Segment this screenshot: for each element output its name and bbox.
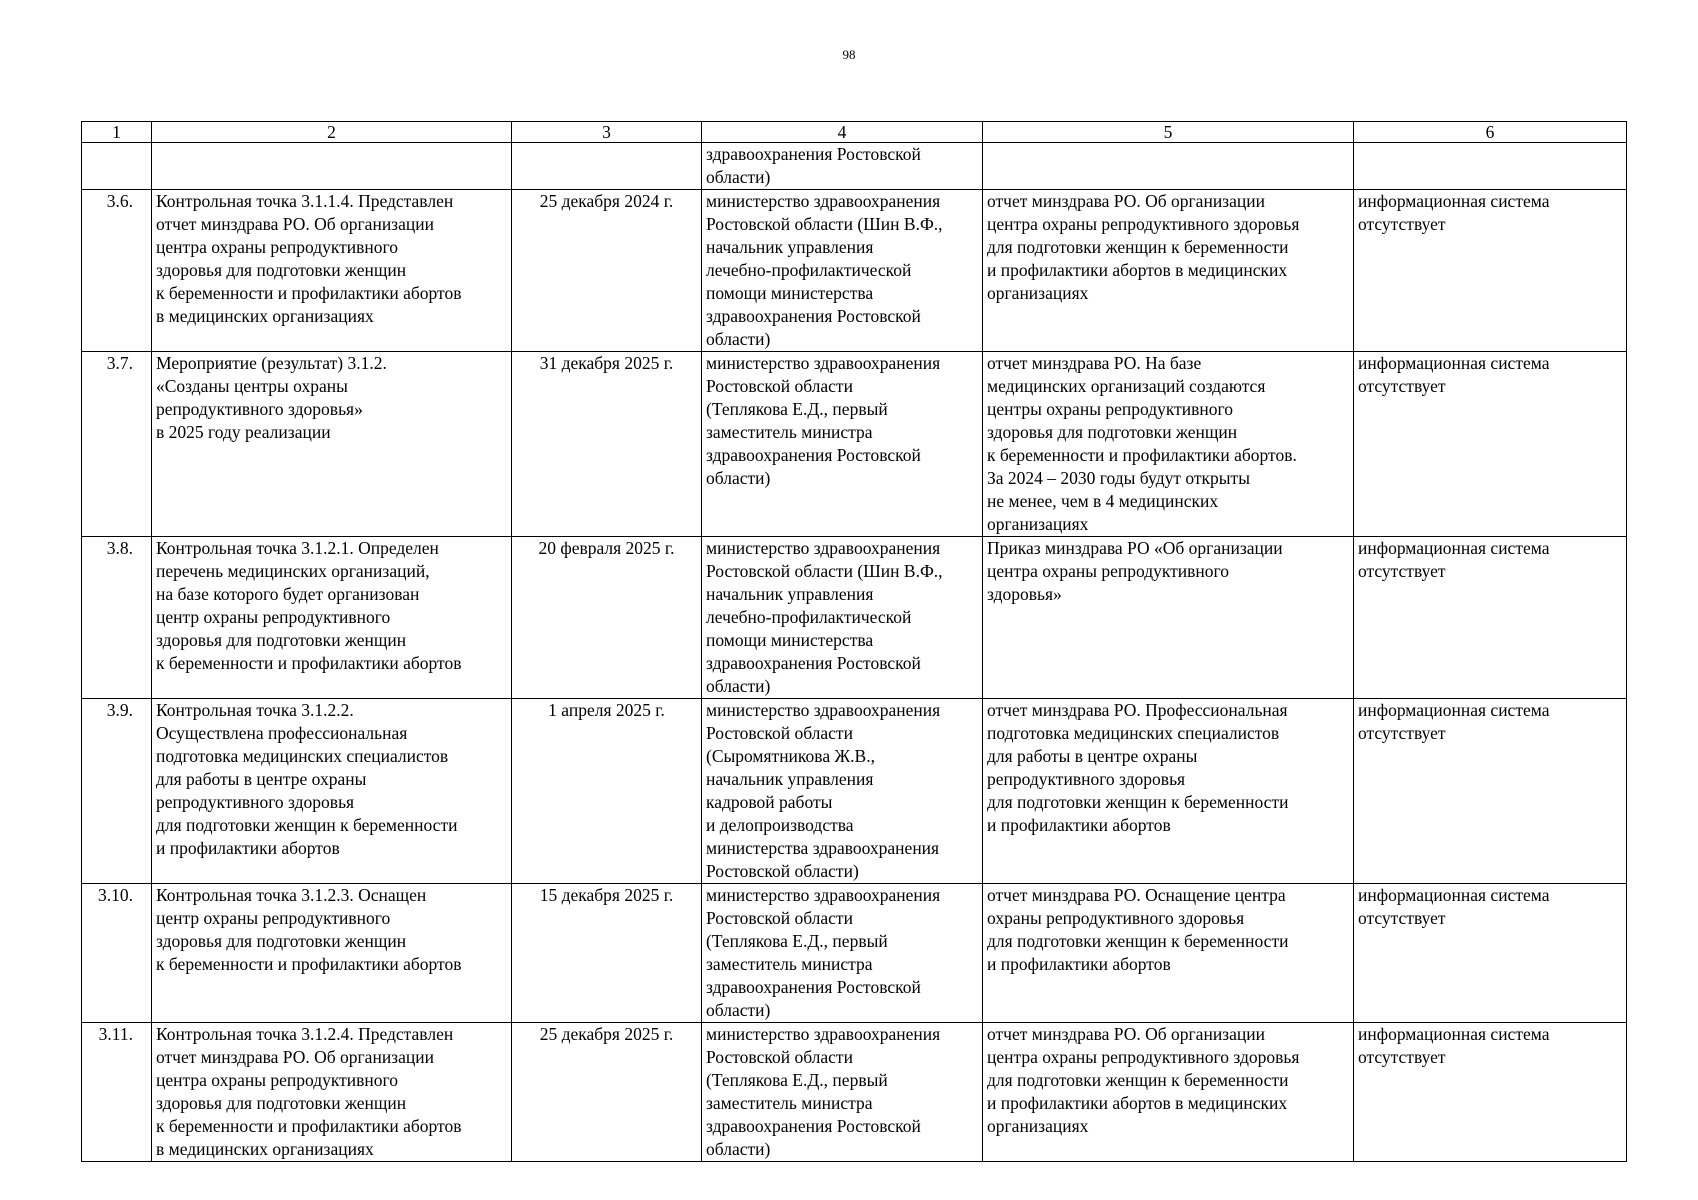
column-header: 3 [512,122,702,143]
column-header: 1 [82,122,152,143]
row-result-document: отчет минздрава РО. Об организации центра охраны репродуктивного здоровья для подготовки женщин к беременности и профилактики абортов в медицинских организациях [983,1023,1354,1162]
row-responsible: министерство здравоохранения Ростовской области (Теплякова Е.Д., первый заместитель министра здравоохранения Ростовской области) [702,352,983,537]
row-information-system: информационная система отсутствует [1354,190,1627,352]
table-row [82,884,1627,1023]
row-responsible: министерство здравоохранения Ростовской области (Сыромятникова Ж.В., начальник управления кадровой работы и делопроизводства министерства здравоохранения Ростовской области) [702,699,983,884]
table-row [82,1023,1627,1162]
row-information-system: информационная система отсутствует [1354,699,1627,884]
page-number: 98 [842,47,856,62]
measures-table [81,121,1627,1162]
row-number: 3.6. [82,190,152,352]
row-responsible: министерство здравоохранения Ростовской области (Теплякова Е.Д., первый заместитель министра здравоохранения Ростовской области) [702,1023,983,1162]
row-deadline: 25 декабря 2025 г. [512,1023,702,1162]
row-result-document: отчет минздрава РО. Об организации центра охраны репродуктивного здоровья для подготовки женщин к беременности и профилактики абортов в медицинских организациях [983,190,1354,352]
column-header: 4 [702,122,983,143]
row-deadline: 20 февраля 2025 г. [512,537,702,699]
column-header: 2 [152,122,512,143]
row-number: 3.7. [82,352,152,537]
row-number: 3.11. [82,1023,152,1162]
row-information-system: информационная система отсутствует [1354,1023,1627,1162]
row-result-document: отчет минздрава РО. Оснащение центра охраны репродуктивного здоровья для подготовки женщин к беременности и профилактики абортов [983,884,1354,1023]
row-deadline: 31 декабря 2025 г. [512,352,702,537]
row-deadline: 25 декабря 2024 г. [512,190,702,352]
row-deadline: 1 апреля 2025 г. [512,699,702,884]
row-result-document: отчет минздрава РО. Профессиональная подготовка медицинских специалистов для работы в центре охраны репродуктивного здоровья для подготовки женщин к беременности и профилактики абортов [983,699,1354,884]
table-row [82,352,1627,537]
row-result-document: Приказ минздрава РО «Об организации центра охраны репродуктивного здоровья» [983,537,1354,699]
row-number: 3.9. [82,699,152,884]
row-number: 3.8. [82,537,152,699]
table-row [82,537,1627,699]
column-number-row [82,122,1627,143]
table-row [82,190,1627,352]
row-measure-name: Контрольная точка 3.1.2.1. Определен перечень медицинских организаций, на базе которого будет организован центр охраны репродуктивного здоровья для подготовки женщин к беременности и профилактики абортов [152,537,512,699]
row-deadline: 15 декабря 2025 г. [512,884,702,1023]
row-information-system: информационная система отсутствует [1354,537,1627,699]
row-responsible: министерство здравоохранения Ростовской области (Шин В.Ф., начальник управления лечебно-профилактической помощи министерства здравоохранения Ростовской области) [702,190,983,352]
row-measure-name: Контрольная точка 3.1.1.4. Представлен отчет минздрава РО. Об организации центра охраны репродуктивного здоровья для подготовки женщин к беременности и профилактики абортов в медицинских организациях [152,190,512,352]
row-number: 3.10. [82,884,152,1023]
row-deadline [512,143,702,190]
row-information-system [1354,143,1627,190]
row-responsible: министерство здравоохранения Ростовской области (Теплякова Е.Д., первый заместитель министра здравоохранения Ростовской области) [702,884,983,1023]
column-header: 5 [983,122,1354,143]
row-measure-name: Контрольная точка 3.1.2.2. Осуществлена профессиональная подготовка медицинских специалистов для работы в центре охраны репродуктивного здоровья для подготовки женщин к беременности и профилактики абортов [152,699,512,884]
row-measure-name: Контрольная точка 3.1.2.3. Оснащен центр охраны репродуктивного здоровья для подготовки женщин к беременности и профилактики абортов [152,884,512,1023]
row-result-document: отчет минздрава РО. На базе медицинских организаций создаются центры охраны репродуктивного здоровья для подготовки женщин к беременности и профилактики абортов. За 2024 – 2030 годы будут открыты не менее, чем в 4 медицинских организациях [983,352,1354,537]
row-measure-name [152,143,512,190]
row-responsible: министерство здравоохранения Ростовской области (Шин В.Ф., начальник управления лечебно-профилактической помощи министерства здравоохранения Ростовской области) [702,537,983,699]
row-information-system: информационная система отсутствует [1354,884,1627,1023]
row-measure-name: Мероприятие (результат) 3.1.2. «Созданы центры охраны репродуктивного здоровья» в 2025 году реализации [152,352,512,537]
row-information-system: информационная система отсутствует [1354,352,1627,537]
row-measure-name: Контрольная точка 3.1.2.4. Представлен отчет минздрава РО. Об организации центра охраны репродуктивного здоровья для подготовки женщин к беременности и профилактики абортов в медицинских организациях [152,1023,512,1162]
row-result-document [983,143,1354,190]
table-row [82,699,1627,884]
table-row [82,143,1627,190]
column-header: 6 [1354,122,1627,143]
row-responsible: здравоохранения Ростовской области) [702,143,983,190]
row-number [82,143,152,190]
